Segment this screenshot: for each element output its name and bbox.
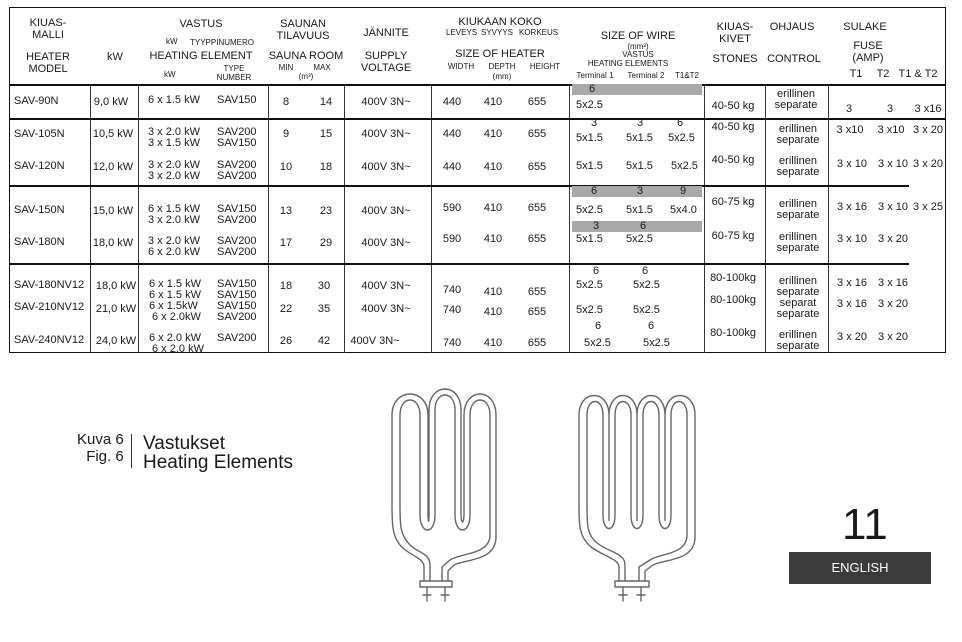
cell-max: 29 bbox=[319, 237, 333, 249]
cell-max: 42 bbox=[317, 335, 331, 347]
figure-label-fi: Kuva 6 bbox=[77, 431, 124, 448]
header-stones-fi-2: KIVET bbox=[719, 33, 751, 45]
header-room-fi-1: SAUNAN bbox=[280, 18, 326, 30]
cell-fuse-t2: 3 x 10 bbox=[878, 158, 908, 170]
cell-type: SAV200 bbox=[217, 332, 257, 344]
wire-highlight bbox=[572, 221, 702, 232]
header-stones-fi-1: KIUAS- bbox=[716, 21, 754, 33]
cell-stones: 40-50 kg bbox=[711, 100, 755, 112]
cell-control-fi: erillinen bbox=[779, 275, 817, 287]
cell-control-fi: separat bbox=[779, 297, 817, 309]
header-wire-unit: (mm²) bbox=[627, 42, 649, 51]
col-divider bbox=[431, 84, 432, 353]
header-element-kw2: kW bbox=[164, 70, 176, 79]
header-wire-t1: Terminal 1 bbox=[576, 71, 614, 80]
cell-wire-t12: 5x4.0 bbox=[670, 204, 697, 216]
header-wire-en: HEATING ELEMENTS bbox=[587, 59, 669, 68]
cell-type: SAV200 bbox=[217, 126, 257, 138]
cell-element: 3 x 2.0 kW bbox=[148, 214, 200, 226]
group-divider bbox=[9, 185, 909, 187]
cell-height: 655 bbox=[527, 161, 547, 173]
cell-depth: 410 bbox=[483, 306, 503, 318]
header-control-fi: OHJAUS bbox=[769, 21, 815, 33]
cell-wire-t2: 5x1.5 bbox=[626, 160, 653, 172]
header-fuse-en-1: FUSE bbox=[853, 40, 883, 52]
cell-type: SAV200 bbox=[217, 159, 257, 171]
cell-wire-top-t2: 6 bbox=[639, 220, 647, 232]
cell-model: SAV-180N bbox=[14, 236, 65, 248]
cell-depth: 410 bbox=[483, 96, 503, 108]
cell-stones: 60-75 kg bbox=[711, 230, 755, 242]
cell-kw: 21,0 kW bbox=[95, 303, 137, 315]
header-room-fi-2: TILAVUUS bbox=[276, 30, 330, 42]
figure-title-en: Heating Elements bbox=[143, 452, 293, 473]
cell-fuse-t2: 3 x 16 bbox=[878, 277, 908, 289]
cell-stones: 40-50 kg bbox=[711, 154, 755, 166]
cell-min: 22 bbox=[279, 303, 293, 315]
cell-wire-top-t2: 3 bbox=[636, 185, 644, 197]
cell-wire-top-t12: 6 bbox=[676, 117, 684, 129]
col-divider bbox=[344, 84, 345, 353]
caption-divider bbox=[131, 434, 132, 468]
cell-stones: 80-100kg bbox=[710, 294, 756, 306]
header-fuse-t12: T1 & T2 bbox=[898, 68, 938, 80]
heating-element-illustration-2 bbox=[565, 385, 715, 610]
cell-height: 655 bbox=[527, 306, 547, 318]
header-fuse-fi: SULAKE bbox=[843, 21, 887, 33]
cell-stones: 80-100kg bbox=[710, 327, 756, 339]
header-wire-fi: VASTUS bbox=[622, 50, 654, 59]
cell-kw: 10,5 kW bbox=[92, 128, 134, 140]
cell-wire-top-t12: 9 bbox=[679, 185, 687, 197]
cell-fuse-t12: 3 x 20 bbox=[913, 124, 943, 136]
cell-wire-top-t2: 6 bbox=[647, 320, 655, 332]
cell-width: 590 bbox=[442, 233, 462, 245]
cell-min: 9 bbox=[282, 128, 290, 140]
header-model-fi-1: KIUAS- bbox=[29, 17, 67, 29]
cell-control-en: separate bbox=[776, 134, 820, 146]
cell-fuse-t1: 3 x 16 bbox=[837, 298, 867, 310]
col-divider bbox=[569, 84, 570, 353]
cell-model: SAV-90N bbox=[14, 95, 59, 107]
header-wire: SIZE OF WIRE bbox=[600, 30, 676, 42]
header-size-fi-height: KORKEUS bbox=[519, 28, 559, 37]
header-fuse-t1: T1 bbox=[849, 68, 863, 80]
cell-kw: 15,0 kW bbox=[92, 205, 134, 217]
cell-width: 740 bbox=[442, 304, 462, 316]
cell-wire-top-t2: 6 bbox=[641, 265, 649, 277]
cell-min: 10 bbox=[279, 161, 293, 173]
cell-fuse-t2: 3 x 20 bbox=[878, 298, 908, 310]
cell-control-fi: erillinen bbox=[779, 231, 817, 243]
cell-wire-top-t1: 6 bbox=[592, 265, 600, 277]
heating-element-illustration bbox=[360, 385, 510, 610]
cell-fuse-t1: 3 x 20 bbox=[837, 331, 867, 343]
cell-depth: 410 bbox=[483, 128, 503, 140]
cell-control-fi: erillinen bbox=[777, 88, 815, 100]
cell-stones: 60-75 kg bbox=[711, 196, 755, 208]
cell-element: 6 x 1.5kW bbox=[149, 300, 198, 312]
header-control-en: CONTROL bbox=[767, 53, 821, 65]
header-size-depth: DEPTH bbox=[488, 62, 516, 71]
cell-control-en: separate bbox=[774, 99, 818, 111]
header-wire-t2: Terminal 2 bbox=[627, 71, 665, 80]
cell-voltage: 400V 3N~ bbox=[361, 96, 411, 108]
cell-wire-t12: 5x2.5 bbox=[671, 160, 698, 172]
header-room-en: SAUNA ROOM bbox=[268, 50, 344, 62]
cell-height: 655 bbox=[527, 233, 547, 245]
cell-voltage: 400V 3N~ bbox=[361, 205, 411, 217]
header-size-fi-depth: SYVYYS bbox=[481, 28, 514, 37]
cell-fuse-t2: 3 x10 bbox=[877, 124, 905, 136]
figure-title-fi: Vastukset bbox=[143, 433, 226, 454]
cell-depth: 410 bbox=[483, 337, 503, 349]
header-size-fi-width: LEVEYS bbox=[446, 28, 478, 37]
col-divider bbox=[828, 84, 829, 353]
cell-element: 3 x 1.5 kW bbox=[148, 137, 200, 149]
header-element-type-en-1: TYPE bbox=[223, 64, 245, 73]
cell-wire-top-t1: 6 bbox=[594, 320, 602, 332]
cell-element: 6 x 2.0kW bbox=[152, 311, 201, 323]
cell-model: SAV-120N bbox=[14, 160, 65, 172]
cell-wire-top-t1: 3 bbox=[592, 220, 600, 232]
cell-fuse-t1: 3 x10 bbox=[836, 124, 864, 136]
cell-voltage: 400V 3N~ bbox=[361, 280, 411, 292]
cell-wire-t2: 5x1.5 bbox=[626, 132, 653, 144]
cell-type: SAV150 bbox=[217, 289, 257, 301]
header-wire-t12: T1&T2 bbox=[674, 71, 700, 80]
cell-wire-t1: 5x1.5 bbox=[576, 233, 603, 245]
header-stones-en: STONES bbox=[712, 53, 758, 65]
figure-label bbox=[77, 431, 124, 465]
header-model-en-2: MODEL bbox=[28, 63, 68, 75]
cell-control-fi: erillinen bbox=[779, 329, 817, 341]
cell-fuse-t1: 3 bbox=[845, 103, 853, 115]
cell-height: 655 bbox=[527, 128, 547, 140]
cell-width: 440 bbox=[442, 96, 462, 108]
cell-fuse-t12: 3 x 20 bbox=[913, 158, 943, 170]
header-element-fi: VASTUS bbox=[179, 18, 223, 30]
header-room-max: MAX bbox=[313, 63, 331, 72]
cell-wire-t2: 5x2.5 bbox=[633, 304, 660, 316]
header-size-en: SIZE OF HEATER bbox=[455, 48, 545, 60]
cell-element: 3 x 2.0 kW bbox=[148, 170, 200, 182]
cell-wire-t1: 5x2.5 bbox=[576, 99, 603, 111]
cell-element: 6 x 1.5 kW bbox=[148, 94, 200, 106]
cell-wire-t2: 5x2.5 bbox=[626, 233, 653, 245]
cell-wire-top-t1: 3 bbox=[590, 117, 598, 129]
header-model-fi-2: MALLI bbox=[32, 29, 64, 41]
cell-wire-t1: 5x2.5 bbox=[576, 204, 603, 216]
cell-stones: 40-50 kg bbox=[711, 121, 755, 133]
cell-fuse-t2: 3 x 10 bbox=[878, 201, 908, 213]
header-size-unit: (mm) bbox=[492, 72, 512, 81]
cell-min: 26 bbox=[279, 335, 293, 347]
cell-type: SAV200 bbox=[217, 311, 257, 323]
header-element-type-fi: TYYPPINUMERO bbox=[190, 38, 255, 47]
header-element-en: HEATING ELEMENT bbox=[149, 50, 253, 62]
header-voltage-en-1: SUPPLY bbox=[364, 50, 408, 62]
cell-max: 18 bbox=[319, 161, 333, 173]
cell-wire-t2: 5x1.5 bbox=[626, 204, 653, 216]
cell-kw: 24,0 kW bbox=[95, 335, 137, 347]
cell-kw: 12,0 kW bbox=[92, 161, 134, 173]
group-divider bbox=[9, 263, 909, 265]
cell-element: 6 x 1.5 kW bbox=[149, 289, 201, 301]
cell-fuse-t12: 3 x16 bbox=[914, 103, 942, 115]
cell-min: 17 bbox=[279, 237, 293, 249]
cell-voltage: 400V 3N~ bbox=[361, 303, 411, 315]
header-voltage-en-2: VOLTAGE bbox=[360, 62, 412, 74]
header-element-kw: kW bbox=[166, 37, 178, 46]
cell-stones: 80-100kg bbox=[710, 272, 756, 284]
cell-min: 13 bbox=[279, 205, 293, 217]
cell-fuse-t2: 3 x 20 bbox=[878, 331, 908, 343]
cell-element: 6 x 2.0 kW bbox=[152, 343, 204, 355]
header-model-en-1: HEATER bbox=[26, 51, 70, 63]
cell-wire-t12: 5x2.5 bbox=[668, 132, 695, 144]
language-badge: ENGLISH bbox=[789, 552, 931, 584]
cell-element: 6 x 1.5 kW bbox=[148, 203, 200, 215]
cell-kw: 18,0 kW bbox=[92, 237, 134, 249]
cell-wire-t2: 5x2.5 bbox=[643, 337, 670, 349]
cell-width: 590 bbox=[442, 202, 462, 214]
cell-wire-t1: 5x2.5 bbox=[584, 337, 611, 349]
cell-max: 35 bbox=[317, 303, 331, 315]
cell-model: SAV-105N bbox=[14, 128, 65, 140]
cell-element: 6 x 2.0 kW bbox=[148, 246, 200, 258]
header-voltage-fi: JÄNNITE bbox=[363, 27, 409, 39]
header-fuse-t2: T2 bbox=[876, 68, 890, 80]
cell-element: 6 x 1.5 kW bbox=[149, 278, 201, 290]
header-room-unit: (m³) bbox=[298, 72, 314, 81]
cell-model: SAV-240NV12 bbox=[14, 334, 85, 346]
cell-type: SAV150 bbox=[217, 278, 257, 290]
col-divider bbox=[268, 84, 269, 353]
cell-element: 3 x 2.0 kW bbox=[148, 159, 200, 171]
col-divider bbox=[765, 84, 766, 353]
cell-type: SAV150 bbox=[217, 137, 257, 149]
cell-wire-top-t1: 6 bbox=[590, 185, 598, 197]
cell-height: 655 bbox=[527, 337, 547, 349]
cell-control-en: separate bbox=[776, 286, 820, 298]
cell-control-fi: erillinen bbox=[779, 155, 817, 167]
cell-max: 30 bbox=[317, 280, 331, 292]
figure-label-en: Fig. 6 bbox=[86, 448, 124, 465]
cell-control-fi: erillinen bbox=[779, 198, 817, 210]
cell-fuse-t2: 3 bbox=[886, 103, 894, 115]
cell-kw: 9,0 kW bbox=[93, 96, 129, 108]
cell-depth: 410 bbox=[483, 161, 503, 173]
cell-fuse-t1: 3 x 10 bbox=[837, 158, 867, 170]
cell-control-en: separate bbox=[776, 340, 820, 352]
header-size-width: WIDTH bbox=[447, 62, 475, 71]
cell-wire-t1: 5x2.5 bbox=[576, 279, 603, 291]
header-kw: kW bbox=[107, 51, 123, 63]
header-divider bbox=[9, 84, 946, 86]
col-divider bbox=[138, 84, 139, 353]
cell-type: SAV200 bbox=[217, 246, 257, 258]
cell-wire-t2: 5x2.5 bbox=[633, 279, 660, 291]
cell-control-en: separate bbox=[776, 209, 820, 221]
cell-model: SAV-210NV12 bbox=[14, 301, 85, 313]
cell-height: 655 bbox=[527, 286, 547, 298]
cell-element: 3 x 2.0 kW bbox=[148, 235, 200, 247]
cell-max: 23 bbox=[319, 205, 333, 217]
col-divider bbox=[90, 84, 91, 353]
cell-width: 740 bbox=[442, 284, 462, 296]
header-size-fi: KIUKAAN KOKO bbox=[458, 16, 542, 28]
cell-fuse-t1: 3 x 16 bbox=[837, 277, 867, 289]
cell-type: SAV150 bbox=[217, 203, 257, 215]
cell-width: 740 bbox=[442, 337, 462, 349]
cell-wire-top-t1: 6 bbox=[588, 83, 596, 95]
header-room-min: MIN bbox=[278, 63, 294, 72]
cell-width: 440 bbox=[442, 161, 462, 173]
cell-width: 440 bbox=[442, 128, 462, 140]
cell-type: SAV200 bbox=[217, 235, 257, 247]
cell-voltage: 400V 3N~ bbox=[361, 237, 411, 249]
cell-depth: 410 bbox=[483, 286, 503, 298]
cell-type: SAV150 bbox=[217, 300, 257, 312]
page-number: 11 bbox=[842, 500, 888, 549]
cell-voltage: 400V 3N~ bbox=[350, 335, 400, 347]
cell-min: 8 bbox=[282, 96, 290, 108]
group-divider bbox=[9, 118, 946, 120]
cell-element: 3 x 2.0 kW bbox=[148, 126, 200, 138]
cell-voltage: 400V 3N~ bbox=[361, 128, 411, 140]
cell-wire-t1: 5x1.5 bbox=[576, 132, 603, 144]
header-size-height: HEIGHT bbox=[529, 62, 561, 71]
cell-height: 655 bbox=[527, 202, 547, 214]
cell-control-fi: erillinen bbox=[779, 123, 817, 135]
cell-fuse-t1: 3 x 10 bbox=[837, 233, 867, 245]
cell-model: SAV-180NV12 bbox=[14, 279, 85, 291]
cell-max: 15 bbox=[319, 128, 333, 140]
cell-depth: 410 bbox=[483, 233, 503, 245]
cell-kw: 18,0 kW bbox=[95, 280, 137, 292]
cell-control-en: separate bbox=[776, 166, 820, 178]
cell-control-en: separate bbox=[776, 242, 820, 254]
header-fuse-en-2: (AMP) bbox=[852, 52, 884, 64]
cell-element: 6 x 2.0 kW bbox=[149, 332, 201, 344]
cell-height: 655 bbox=[527, 96, 547, 108]
cell-depth: 410 bbox=[483, 202, 503, 214]
cell-fuse-t12: 3 x 25 bbox=[913, 201, 943, 213]
cell-wire-t1: 5x2.5 bbox=[576, 304, 603, 316]
cell-type: SAV150 bbox=[217, 94, 257, 106]
cell-wire-top-t2: 3 bbox=[636, 117, 644, 129]
figure-title bbox=[143, 434, 293, 472]
cell-max: 14 bbox=[319, 96, 333, 108]
cell-fuse-t2: 3 x 20 bbox=[878, 233, 908, 245]
cell-wire-t1: 5x1.5 bbox=[576, 160, 603, 172]
cell-type: SAV200 bbox=[217, 214, 257, 226]
header-element-type-en-2: NUMBER bbox=[216, 73, 252, 82]
cell-min: 18 bbox=[279, 280, 293, 292]
col-divider bbox=[704, 84, 705, 353]
cell-fuse-t1: 3 x 16 bbox=[837, 201, 867, 213]
cell-control-en: separate bbox=[776, 308, 820, 320]
cell-model: SAV-150N bbox=[14, 204, 65, 216]
cell-type: SAV200 bbox=[217, 170, 257, 182]
cell-voltage: 400V 3N~ bbox=[361, 161, 411, 173]
